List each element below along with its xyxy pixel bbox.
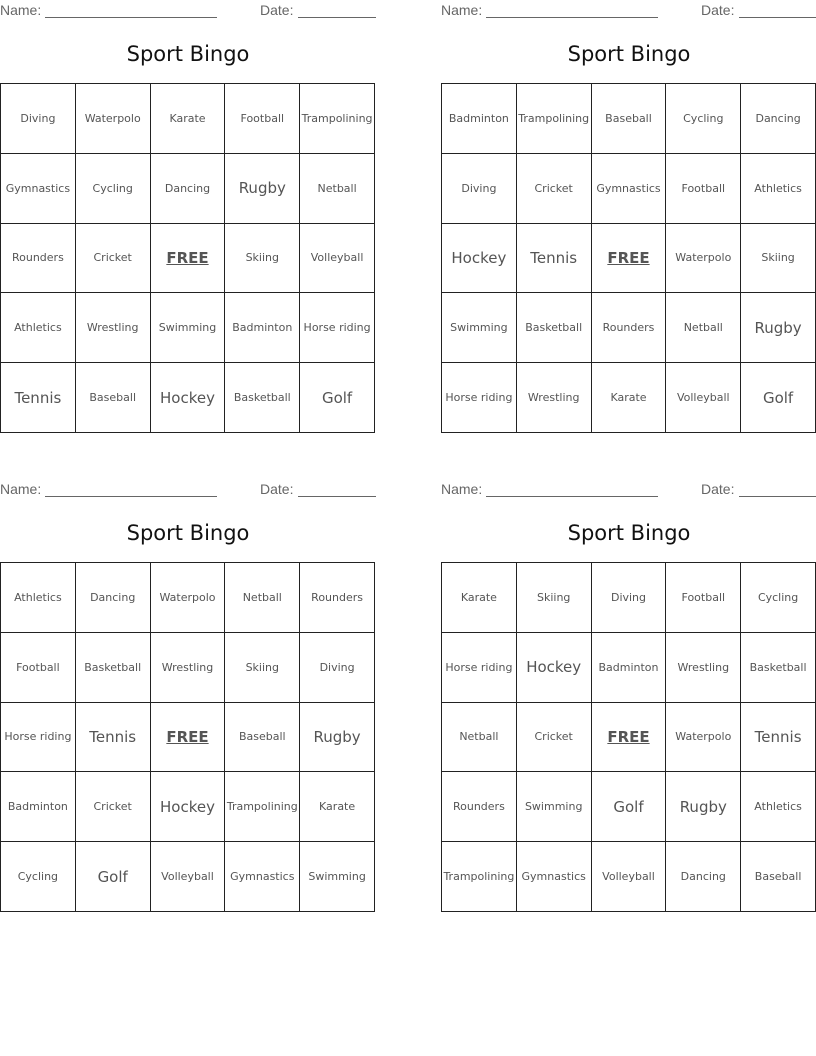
bingo-cell: Swimming xyxy=(300,842,375,912)
bingo-cell: Badminton xyxy=(592,633,667,703)
bingo-cell: Karate xyxy=(151,84,226,154)
bingo-cell: Rugby xyxy=(741,293,816,363)
bingo-cell: Netball xyxy=(442,703,517,773)
bingo-cell: Wrestling xyxy=(666,633,741,703)
bingo-cell: Athletics xyxy=(741,154,816,224)
bingo-cell: Diving xyxy=(592,563,667,633)
free-space-cell: FREE xyxy=(592,703,667,773)
bingo-cell: Baseball xyxy=(76,363,151,433)
bingo-cell: Hockey xyxy=(442,224,517,294)
bingo-cell: Skiing xyxy=(741,224,816,294)
bingo-cell: Karate xyxy=(442,563,517,633)
bingo-cell: Trampolining xyxy=(517,84,592,154)
bingo-cell: Horse riding xyxy=(1,703,76,773)
bingo-cell: Rounders xyxy=(592,293,667,363)
date-blank-line xyxy=(739,496,816,497)
bingo-cell: Basketball xyxy=(76,633,151,703)
bingo-cell: Cycling xyxy=(1,842,76,912)
bingo-cell: Golf xyxy=(741,363,816,433)
date-label: Date: xyxy=(701,2,735,18)
card-title: Sport Bingo xyxy=(126,521,250,545)
bingo-cell: Diving xyxy=(442,154,517,224)
date-blank-line xyxy=(298,17,376,18)
bingo-grid xyxy=(0,83,375,433)
bingo-cell: Baseball xyxy=(592,84,667,154)
date-label: Date: xyxy=(701,481,735,497)
bingo-cell: Dancing xyxy=(666,842,741,912)
card-title: Sport Bingo xyxy=(126,42,250,66)
card-title: Sport Bingo xyxy=(567,42,691,66)
bingo-cell: Wrestling xyxy=(517,363,592,433)
bingo-cell: Hockey xyxy=(151,772,226,842)
date-label: Date: xyxy=(260,481,294,497)
bingo-cell: Cricket xyxy=(76,224,151,294)
bingo-cell: Rugby xyxy=(225,154,300,224)
bingo-cell: Volleyball xyxy=(151,842,226,912)
bingo-card-3 xyxy=(0,479,376,919)
bingo-cell: Swimming xyxy=(151,293,226,363)
bingo-cell: Football xyxy=(225,84,300,154)
bingo-cell: Rounders xyxy=(300,563,375,633)
name-blank-line xyxy=(45,17,217,18)
bingo-cell: Rugby xyxy=(666,772,741,842)
bingo-cell: Hockey xyxy=(151,363,226,433)
free-space-cell: FREE xyxy=(151,703,226,773)
bingo-cell: Volleyball xyxy=(666,363,741,433)
bingo-cell: Diving xyxy=(1,84,76,154)
name-blank-line xyxy=(486,17,658,18)
bingo-grid xyxy=(441,562,816,912)
bingo-cell: Cricket xyxy=(517,703,592,773)
bingo-cell: Trampolining xyxy=(225,772,300,842)
bingo-cell: Rounders xyxy=(442,772,517,842)
bingo-cell: Baseball xyxy=(225,703,300,773)
bingo-cell: Football xyxy=(1,633,76,703)
bingo-cell: Tennis xyxy=(517,224,592,294)
bingo-cell: Basketball xyxy=(225,363,300,433)
bingo-cell: Cycling xyxy=(76,154,151,224)
bingo-cell: Football xyxy=(666,154,741,224)
bingo-cell: Diving xyxy=(300,633,375,703)
bingo-cell: Football xyxy=(666,563,741,633)
name-label: Name: xyxy=(441,481,483,497)
bingo-cell: Horse riding xyxy=(300,293,375,363)
bingo-cell: Volleyball xyxy=(300,224,375,294)
bingo-cell: Gymnastics xyxy=(225,842,300,912)
bingo-cell: Dancing xyxy=(151,154,226,224)
name-blank-line xyxy=(486,496,658,497)
bingo-cell: Basketball xyxy=(517,293,592,363)
bingo-cell: Athletics xyxy=(1,293,76,363)
card-header xyxy=(0,481,376,499)
bingo-cell: Tennis xyxy=(76,703,151,773)
bingo-cell: Waterpolo xyxy=(666,224,741,294)
bingo-cell: Horse riding xyxy=(442,363,517,433)
date-blank-line xyxy=(298,496,376,497)
name-label: Name: xyxy=(0,481,42,497)
bingo-cell: Skiing xyxy=(225,224,300,294)
bingo-cell: Baseball xyxy=(741,842,816,912)
free-space-cell: FREE xyxy=(592,224,667,294)
bingo-cell: Wrestling xyxy=(76,293,151,363)
bingo-cell: Golf xyxy=(300,363,375,433)
bingo-card-2 xyxy=(441,0,816,440)
name-label: Name: xyxy=(441,2,483,18)
card-header xyxy=(441,481,816,499)
bingo-cell: Netball xyxy=(300,154,375,224)
bingo-cell: Gymnastics xyxy=(517,842,592,912)
bingo-cell: Volleyball xyxy=(592,842,667,912)
bingo-cell: Badminton xyxy=(442,84,517,154)
bingo-cell: Waterpolo xyxy=(151,563,226,633)
bingo-cell: Gymnastics xyxy=(1,154,76,224)
bingo-cell: Skiing xyxy=(225,633,300,703)
bingo-cell: Karate xyxy=(592,363,667,433)
bingo-cell: Swimming xyxy=(517,772,592,842)
bingo-grid xyxy=(441,83,816,433)
bingo-cell: Rugby xyxy=(300,703,375,773)
bingo-cell: Athletics xyxy=(741,772,816,842)
bingo-cell: Rounders xyxy=(1,224,76,294)
bingo-cell: Waterpolo xyxy=(76,84,151,154)
bingo-cell: Gymnastics xyxy=(592,154,667,224)
bingo-cell: Horse riding xyxy=(442,633,517,703)
bingo-cell: Badminton xyxy=(225,293,300,363)
bingo-cell: Wrestling xyxy=(151,633,226,703)
card-title: Sport Bingo xyxy=(567,521,691,545)
bingo-cell: Waterpolo xyxy=(666,703,741,773)
bingo-cell: Dancing xyxy=(741,84,816,154)
bingo-cell: Cycling xyxy=(666,84,741,154)
bingo-cell: Cycling xyxy=(741,563,816,633)
card-header xyxy=(0,2,376,20)
card-header xyxy=(441,2,816,20)
bingo-cell: Athletics xyxy=(1,563,76,633)
bingo-cell: Karate xyxy=(300,772,375,842)
date-label: Date: xyxy=(260,2,294,18)
free-space-cell: FREE xyxy=(151,224,226,294)
bingo-cell: Skiing xyxy=(517,563,592,633)
bingo-cell: Golf xyxy=(592,772,667,842)
bingo-cell: Trampolining xyxy=(300,84,375,154)
name-blank-line xyxy=(45,496,217,497)
bingo-cell: Tennis xyxy=(741,703,816,773)
bingo-card-1 xyxy=(0,0,376,440)
bingo-cell: Tennis xyxy=(1,363,76,433)
bingo-cell: Basketball xyxy=(741,633,816,703)
bingo-cell: Cricket xyxy=(76,772,151,842)
bingo-cell: Cricket xyxy=(517,154,592,224)
bingo-cell: Golf xyxy=(76,842,151,912)
bingo-cell: Trampolining xyxy=(442,842,517,912)
bingo-cell: Dancing xyxy=(76,563,151,633)
name-label: Name: xyxy=(0,2,42,18)
bingo-cell: Swimming xyxy=(442,293,517,363)
bingo-cell: Netball xyxy=(225,563,300,633)
bingo-cell: Hockey xyxy=(517,633,592,703)
bingo-grid xyxy=(0,562,375,912)
bingo-card-4 xyxy=(441,479,816,919)
date-blank-line xyxy=(739,17,816,18)
bingo-cell: Netball xyxy=(666,293,741,363)
bingo-cell: Badminton xyxy=(1,772,76,842)
